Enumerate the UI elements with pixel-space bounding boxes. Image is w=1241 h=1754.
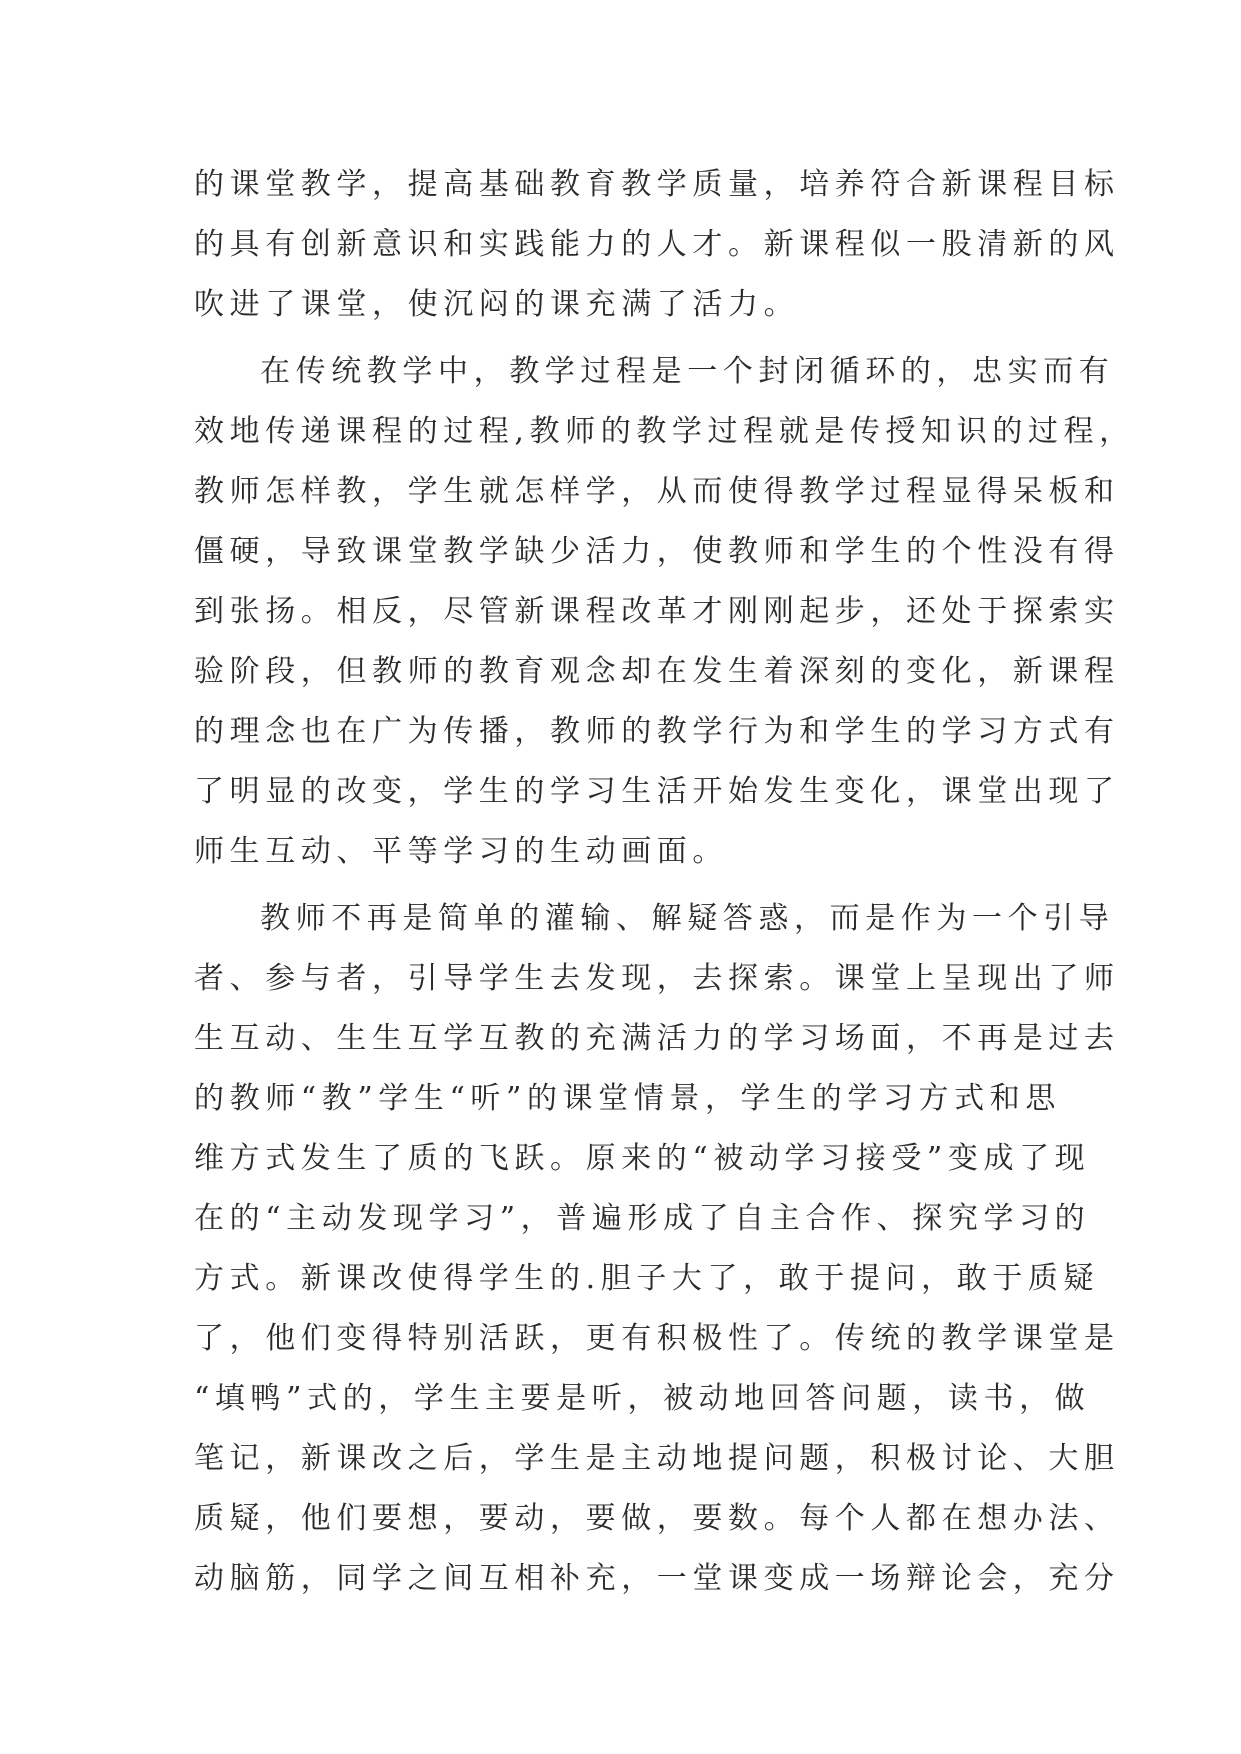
text-line: 的具有创新意识和实践能力的人才。新课程似一股清新的风 xyxy=(194,227,1120,262)
text-line: 吹进了课堂，使沉闷的课充满了活力。 xyxy=(194,287,800,322)
text-line: 师生互动、平等学习的生动画面。 xyxy=(194,834,728,869)
text-line: 验阶段，但教师的教育观念却在发生着深刻的变化，新课程 xyxy=(194,654,1120,689)
text-line: 质疑，他们要想，要动，要做，要数。每个人都在想办法、 xyxy=(194,1501,1120,1536)
document-body xyxy=(194,155,1135,1609)
text-line: 方式。新课改使得学生的.胆子大了，敢于提问，敢于质疑 xyxy=(194,1261,1100,1296)
text-line: 维方式发生了质的飞跃。原来的“被动学习接受”变成了现 xyxy=(194,1141,1091,1176)
paragraph-1 xyxy=(194,155,1120,335)
text-line: 在传统教学中，教学过程是一个封闭循环的，忠实而有 xyxy=(260,354,1115,389)
text-line: 者、参与者，引导学生去发现，去探索。课堂上呈现出了师 xyxy=(194,961,1120,996)
text-line: 在的“主动发现学习”，普遍形成了自主合作、探究学习的 xyxy=(194,1201,1091,1236)
text-line: 效地传递课程的过程,教师的教学过程就是传授知识的过程， xyxy=(194,414,1135,449)
text-line: 僵硬，导致课堂教学缺少活力，使教师和学生的个性没有得 xyxy=(194,534,1120,569)
text-line: 笔记，新课改之后，学生是主动地提问题，积极讨论、大胆 xyxy=(194,1441,1120,1476)
text-line: 动脑筋，同学之间互相补充，一堂课变成一场辩论会，充分 xyxy=(194,1561,1120,1596)
text-line: 的教师“教”学生“听”的课堂情景，学生的学习方式和思 xyxy=(194,1081,1061,1116)
text-line: “填鸭”式的，学生主要是听，被动地回答问题，读书，做 xyxy=(194,1381,1091,1416)
text-line: 了，他们变得特别活跃，更有积极性了。传统的教学课堂是 xyxy=(194,1321,1120,1356)
text-line: 了明显的改变，学生的学习生活开始发生变化，课堂出现了 xyxy=(194,774,1120,809)
paragraph-3 xyxy=(194,889,1120,1609)
text-line: 教师怎样教，学生就怎样学，从而使得教学过程显得呆板和 xyxy=(194,474,1120,509)
paragraph-gap xyxy=(194,882,1054,889)
text-line: 的课堂教学，提高基础教育教学质量，培养符合新课程目标 xyxy=(194,167,1120,202)
paragraph-gap xyxy=(194,335,1054,342)
text-line: 教师不再是简单的灌输、解疑答惑，而是作为一个引导 xyxy=(260,901,1115,936)
text-line: 生互动、生生互学互教的充满活力的学习场面，不再是过去 xyxy=(194,1021,1120,1056)
text-line: 的理念也在广为传播，教师的教学行为和学生的学习方式有 xyxy=(194,714,1120,749)
text-line: 到张扬。相反，尽管新课程改革才刚刚起步，还处于探索实 xyxy=(194,594,1120,629)
paragraph-2 xyxy=(194,342,1135,882)
